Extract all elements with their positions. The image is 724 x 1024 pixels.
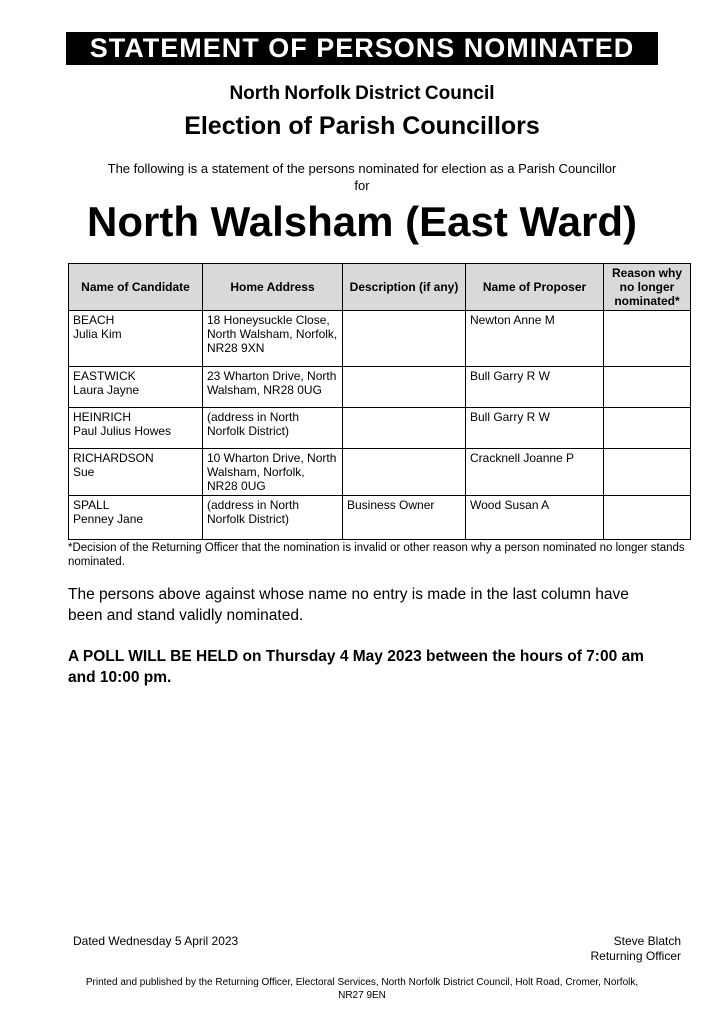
description-cell: [343, 449, 466, 496]
reason-cell: [604, 449, 691, 496]
banner-title: STATEMENT OF PERSONS NOMINATED: [66, 32, 658, 65]
description-cell: [343, 367, 466, 408]
table-row: [69, 367, 691, 408]
officer-block: [591, 934, 682, 964]
officer-title: Returning Officer: [590, 949, 681, 963]
candidate-surname: EASTWICK: [73, 369, 136, 383]
nominations-table: [68, 263, 691, 540]
column-header-address: Home Address: [203, 264, 343, 311]
table-row: [69, 311, 691, 367]
home-address-cell: (address in North Norfolk District): [203, 496, 343, 540]
proposer-cell: Bull Garry R W: [466, 408, 604, 449]
column-header-candidate: Name of Candidate: [69, 264, 203, 311]
table-row: [69, 496, 691, 540]
candidate-forenames: Sue: [73, 465, 95, 479]
candidate-forenames: Julia Kim: [73, 327, 122, 341]
candidate-cell: [69, 496, 203, 540]
home-address-cell: 18 Honeysuckle Close, North Walsham, Norfolk, NR28 9XN: [203, 311, 343, 367]
intro-line-1: The following is a statement of the persons nominated for election as a Parish Councillor: [107, 161, 617, 176]
candidate-forenames: Laura Jayne: [73, 383, 140, 397]
footer-row: [73, 934, 681, 964]
candidate-forenames: Penney Jane: [73, 512, 144, 526]
ward-title: North Walsham (East Ward): [87, 198, 637, 245]
reason-cell: [604, 408, 691, 449]
candidate-cell: [69, 408, 203, 449]
table-row: [69, 449, 691, 496]
proposer-cell: Bull Garry R W: [466, 367, 604, 408]
candidate-surname: BEACH: [73, 313, 115, 327]
home-address-cell: (address in North Norfolk District): [203, 408, 343, 449]
poll-statement: A POLL WILL BE HELD on Thursday 4 May 2023 between the hours of 7:00 am and 10:00 pm.: [68, 648, 644, 686]
home-address-cell: 10 Wharton Drive, North Walsham, Norfolk, NR28 0UG: [203, 449, 343, 496]
dated-line: Dated Wednesday 5 April 2023: [73, 934, 239, 948]
candidate-cell: [69, 311, 203, 367]
intro-line-2: for: [354, 178, 370, 193]
council-name: North Norfolk District Council: [229, 83, 495, 104]
validity-statement: The persons above against whose name no entry is made in the last column have been and stand validly nominated.: [68, 586, 629, 624]
proposer-cell: Cracknell Joanne P: [466, 449, 604, 496]
proposer-cell: Newton Anne M: [466, 311, 604, 367]
candidate-surname: SPALL: [73, 498, 110, 512]
description-cell: Business Owner: [343, 496, 466, 540]
candidate-surname: RICHARDSON: [73, 451, 154, 465]
candidate-forenames: Paul Julius Howes: [73, 424, 172, 438]
candidate-cell: [69, 449, 203, 496]
description-cell: [343, 408, 466, 449]
candidate-surname: HEINRICH: [73, 410, 132, 424]
reason-cell: [604, 367, 691, 408]
table-row: [69, 408, 691, 449]
intro-text: [0, 160, 724, 194]
election-title: Election of Parish Councillors: [184, 112, 540, 140]
imprint: Printed and published by the Returning Officer, Electoral Services, North Norfolk District Council, Holt Road, Cromer, Norfolk, NR27 9EN: [85, 977, 639, 1001]
footnote: *Decision of the Returning Officer that the nomination is invalid or other reason why a person nominated no longer stands nominated.: [68, 542, 685, 568]
reason-cell: [604, 496, 691, 540]
candidate-cell: [69, 367, 203, 408]
column-header-proposer: Name of Proposer: [466, 264, 604, 311]
reason-cell: [604, 311, 691, 367]
column-header-reason: Reason why no longer nominated*: [604, 264, 691, 311]
table-header-row: [69, 264, 691, 311]
proposer-cell: Wood Susan A: [466, 496, 604, 540]
officer-name: Steve Blatch: [613, 934, 681, 948]
home-address-cell: 23 Wharton Drive, North Walsham, NR28 0UG: [203, 367, 343, 408]
column-header-description: Description (if any): [343, 264, 466, 311]
description-cell: [343, 311, 466, 367]
